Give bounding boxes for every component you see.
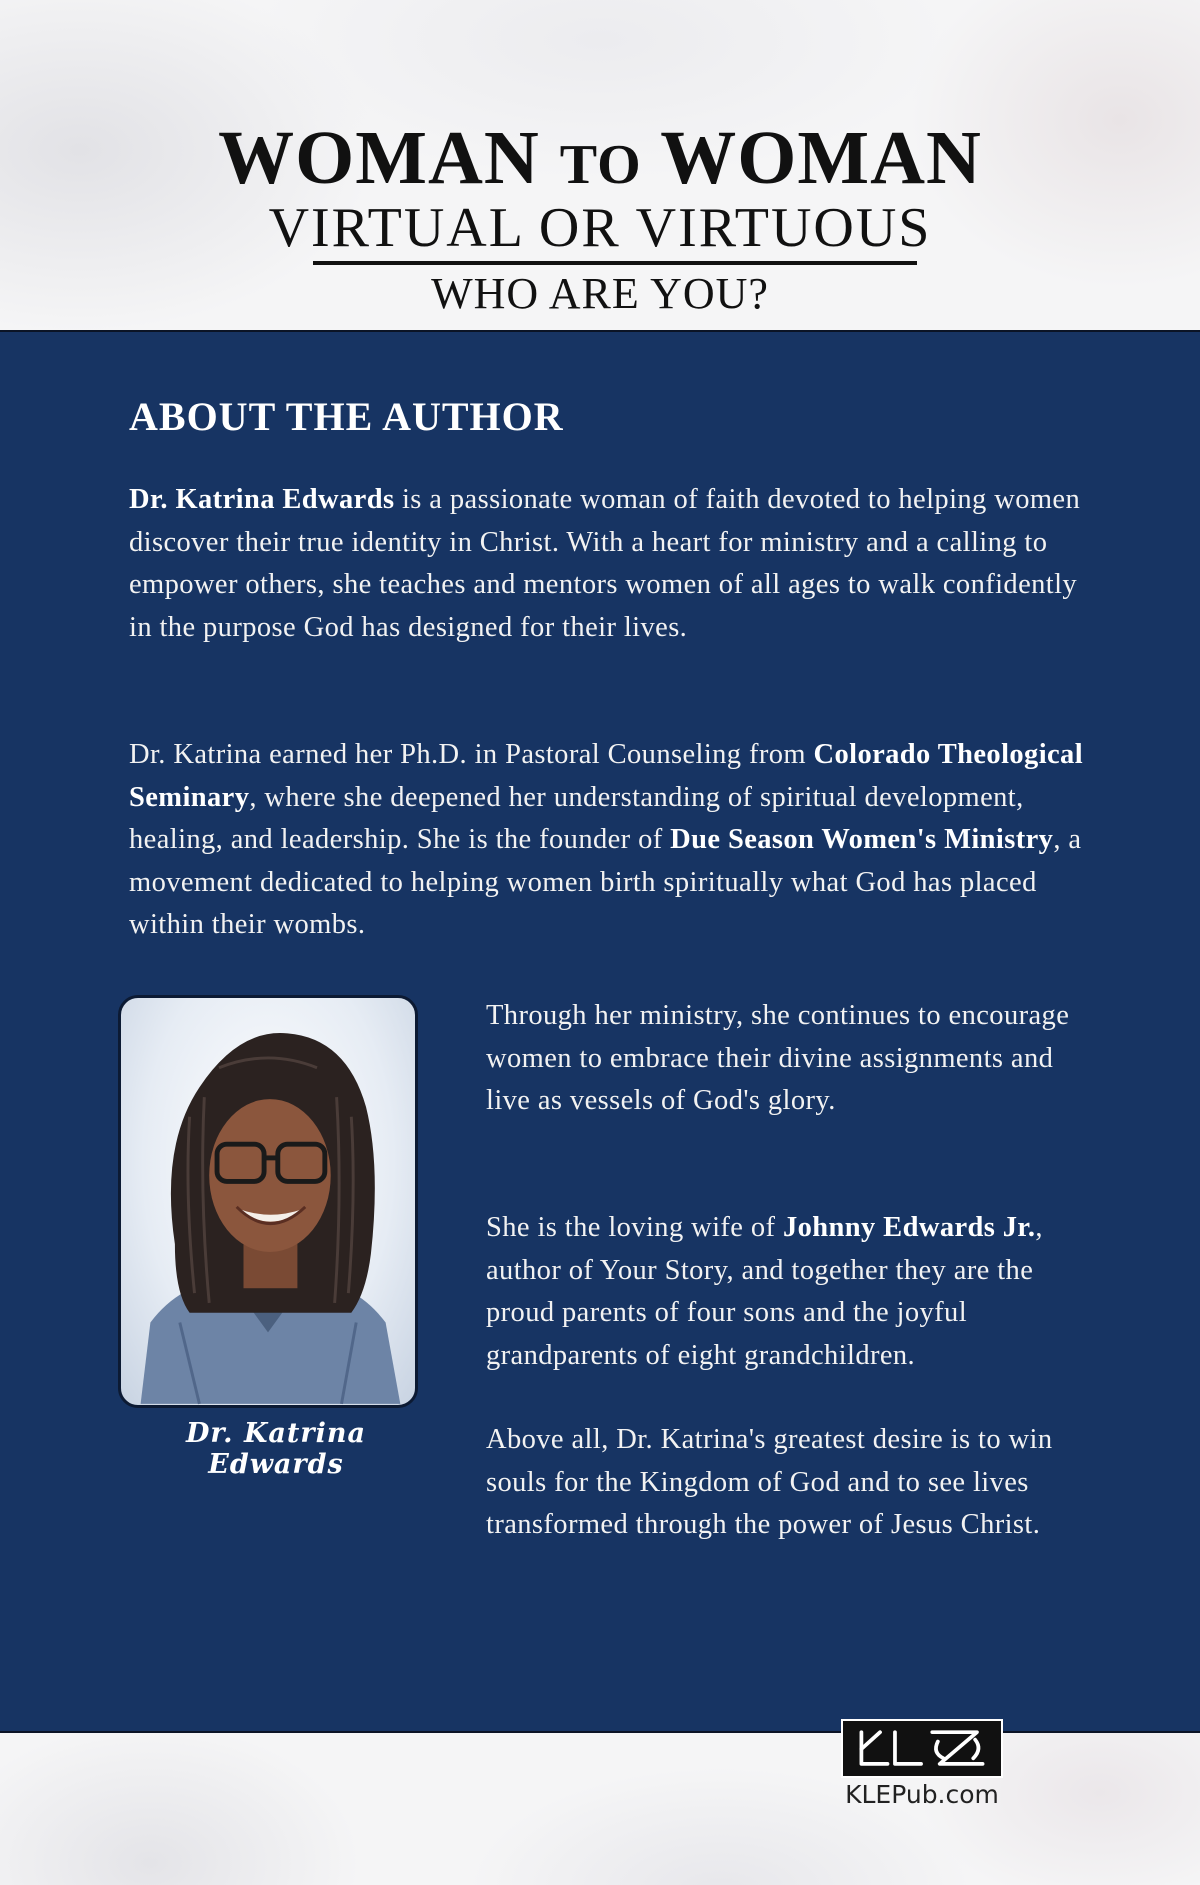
photo-caption: Dr. Katrina Edwards [185, 1418, 366, 1480]
author-name: Dr. Katrina Edwards [129, 484, 395, 515]
seminary-name: Colorado Theological Seminary [129, 739, 1084, 813]
book-subtitle: VIRTUAL OR VIRTUOUS [268, 197, 932, 259]
section-heading: ABOUT THE AUTHOR [129, 394, 564, 439]
author-portrait-image [121, 998, 415, 1405]
author-photo [118, 995, 418, 1408]
bio-paragraph-1: Dr. Katrina Edwards is a passionate woman of faith devoted to helping women discover their true identity in Christ. With a heart for ministry and a calling to empower others, she teaches and mentors women of all ages to walk confidently in the purpose God has designed for their lives. [129, 484, 1081, 643]
title-suffix: WOMAN [641, 116, 982, 200]
kle-logo [841, 1719, 1003, 1778]
bio-paragraph-4: She is the loving wife of Johnny Edwards Jr., author of Your Story, and together they are the proud parents of four sons and the joyful grandparents of eight grandchildren. [486, 1212, 1043, 1371]
publisher-url[interactable]: KLEPub.com [845, 1780, 999, 1809]
bio-paragraph-3: Through her ministry, she continues to encourage women to embrace their divine assignments and live as vessels of God's glory. [486, 1000, 1070, 1116]
title-divider [313, 261, 917, 265]
bio-paragraph-2: Dr. Katrina earned her Ph.D. in Pastoral Counseling from Colorado Theological Seminary, where she deepened her understanding of spiritual development, healing, and leadership. She is the founder of Due Season Women's Ministry, a movement dedicated to helping women birth spiritually what God has placed within their wombs. [129, 739, 1084, 940]
ministry-name: Due Season Women's Ministry [670, 824, 1054, 855]
book-title [0, 118, 1200, 205]
title-prefix: WOMAN [218, 116, 560, 200]
husband-name: Johnny Edwards Jr. [782, 1212, 1036, 1243]
bio-paragraph-5: Above all, Dr. Katrina's greatest desire is to win souls for the Kingdom of God and to see lives transformed through the power of Jesus Christ. [486, 1424, 1053, 1540]
book-tagline: WHO ARE YOU? [431, 269, 769, 318]
title-middle: TO [559, 134, 642, 196]
kle-logo-icon [843, 1721, 1001, 1776]
bottom-background [0, 1733, 1200, 1885]
